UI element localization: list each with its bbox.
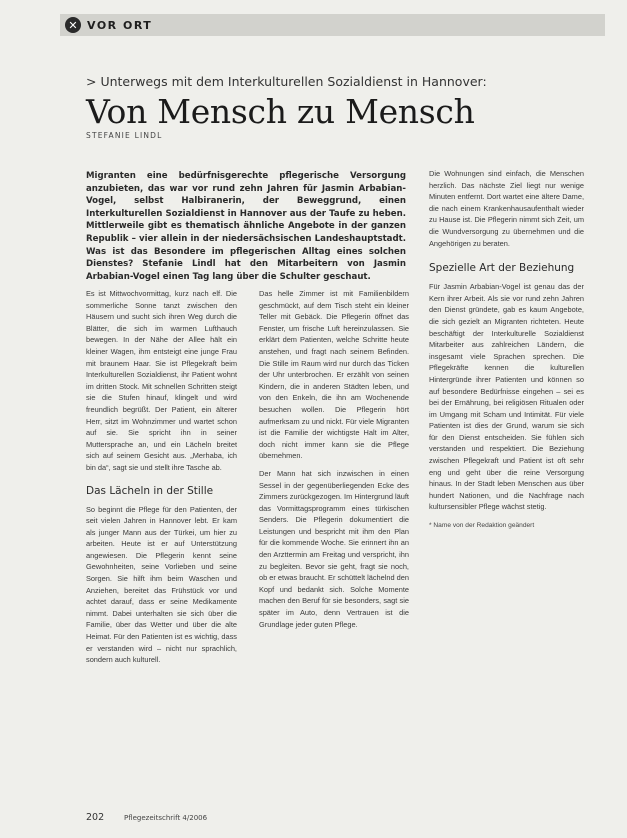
text-column-1 (86, 288, 237, 818)
section-label: VOR ORT (87, 18, 153, 32)
section-header-bar (60, 14, 605, 36)
subheading: Spezielle Art der Beziehung (429, 262, 575, 275)
paragraph: Die Wohnungen sind einfach, die Menschen herzlich. Das nächste Ziel liegt nur wenige Minuten entfernt. Dort wartet eine ältere Dame, die nach einem Krankenhausaufenthalt wieder zu Hause ist. Die Pflegerin nimmt sich Zeit, um die Wundversorgung zu übernehmen und die Angehörigen zu beraten. (429, 169, 584, 248)
paragraph: Für Jasmin Arbabian-Vogel ist genau das der Kern ihrer Arbeit. Als sie vor rund zehn Jahren den Dienst gründete, gab es kaum Angebote, die sich gezielt an Migranten richteten. Heute beschäftigt der Interkulturelle Sozialdienst Mitarbeiter aus zahlreichen Ländern, die insgesamt viele Sprachen sprechen. Die Pflegekräfte kennen die kulturellen Hintergründe ihrer Patienten und können so auf besondere Bedürfnisse eingehen – sei es bei der Ernährung, bei religiösen Ritualen oder im Umgang mit Scham und Intimität. Für viele Patienten ist dies der Grund, warum sie sich für den Dienst entscheiden. Sie fühlen sich verstanden und respektiert. Die Beziehung zwischen Pflegekraft und Patient ist oft sehr eng und geht über die reine Versorgung hinaus. In der Stadt leben Menschen aus über hundert Nationen, und die Nachfrage nach kultursensibler Pflege wächst stetig. (429, 282, 584, 512)
paragraph: So beginnt die Pflege für den Patienten, der seit vielen Jahren in Hannover lebt. Er kam als junger Mann aus der Türkei, um hier zu arbeiten. Heute ist er auf Unterstützung angewiesen. Die Pflegerin kennt seine Gewohnheiten, seine Vorlieben und seine Sorgen. Sie hilft ihm beim Waschen und Anziehen, bereitet das Frühstück vor und achtet darauf, dass er seine Medikamente nimmt. Dabei unterhalten sie sich über die Familie, über das Wetter und über die alte Heimat. Für den Patienten ist es wichtig, dass er verstanden wird – nicht nur sprachlich, sondern auch kulturell. (86, 504, 237, 665)
footnote: * Name von der Redaktion geändert (429, 522, 535, 530)
article-lead: Migranten eine bedürfnisgerechte pflegerische Versorgung anzubieten, das war vor rund zehn Jahren für Jasmin Arbabian-Vogel, selbst Halbiranerin, der Beweggrund, einen Interkulturellen Sozialdienst in Hannover aus der Taufe zu heben. Mittlerweile gibt es thematisch ähnliche Angebote in der ganzen Republik – vier allein in der niedersächsischen Landeshauptstadt. Was ist das Besondere im pflegerischen Alltag eines solchen Dienstes? Stefanie Lindl hat den Mitarbeitern von Jasmin Arbabian-Vogel einen Tag lang über die Schulter geschaut. (86, 171, 406, 282)
text-column-3 (429, 168, 584, 808)
article-headline: Von Mensch zu Mensch (86, 92, 475, 131)
text-column-2 (259, 288, 409, 818)
paragraph: Der Mann hat sich inzwischen in einen Sessel in der gegenüberliegenden Ecke des Zimmers zurückgezogen. Im Hintergrund läuft das Vormittagsprogramm eines türkischen Senders. Die Pflegerin dokumentiert die Leistungen und bespricht mit ihm den Plan für die kommende Woche. Sie erinnert ihn an den Arzttermin am Freitag und verspricht, ihn zu begleiten. Bevor sie geht, fragt sie noch, ob er etwas braucht. Er schüttelt lächelnd den Kopf und bedankt sich. Solche Momente machen den Beruf für sie besonders, sagt sie später im Auto, denn Vertrauen ist die Grundlage jeder guten Pflege. (259, 468, 409, 629)
x-circle-icon: ✕ (65, 17, 81, 33)
page-number: 202 (86, 812, 105, 823)
article-kicker: > Unterwegs mit dem Interkulturellen Sozialdienst in Hannover: (86, 74, 487, 89)
subheading: Das Lächeln in der Stille (86, 484, 214, 497)
article-byline: STEFANIE LINDL (86, 131, 163, 140)
paragraph: Das helle Zimmer ist mit Familienbildern geschmückt, auf dem Tisch steht ein kleiner Teller mit Gebäck. Die Pflegerin öffnet das Fenster, um frische Luft hereinzulassen. Sie erklärt dem Patienten, welche Schritte heute anstehen, und fragt nach seinem Befinden. Die Stille im Raum wird nur durch das Ticken der Uhr unterbrochen. Er erzählt von seinen Kindern, die in anderen Städten leben, und von den Enkeln, die ihn am Wochenende besuchen wollen. Die Pflegerin hört aufmerksam zu und nickt. Für viele Migranten ist die Familie der wichtigste Halt im Alter, doch nicht immer kann sie die Pflege übernehmen. (259, 289, 409, 461)
journal-issue: Pflegezeitschrift 4/2006 (124, 814, 208, 822)
paragraph: Es ist Mittwochvormittag, kurz nach elf. Die sommerliche Sonne tanzt zwischen den Häusern und sucht sich ihren Weg durch die Blätter, die sich im warmen Lufthauch bewegen. In der Nähe der Allee hält ein kleiner Wagen, ihm entsteigt eine junge Frau mit braunem Haar. Sie ist Pflegekraft beim Interkulturellen Sozialdienst, ihr Patient wohnt im dritten Stock. Mit schnellen Schritten steigt sie die Stufen hinauf, klingelt und wird freundlich begrüßt. Der Patient, ein älterer Herr, sitzt im Wohnzimmer und wartet schon auf sie. Sie spricht ihn in seiner Muttersprache an, und ein Lächeln breitet sich auf seinem Gesicht aus. „Merhaba, ich bin da“, sagt sie und stellt ihre Tasche ab. (86, 289, 237, 472)
